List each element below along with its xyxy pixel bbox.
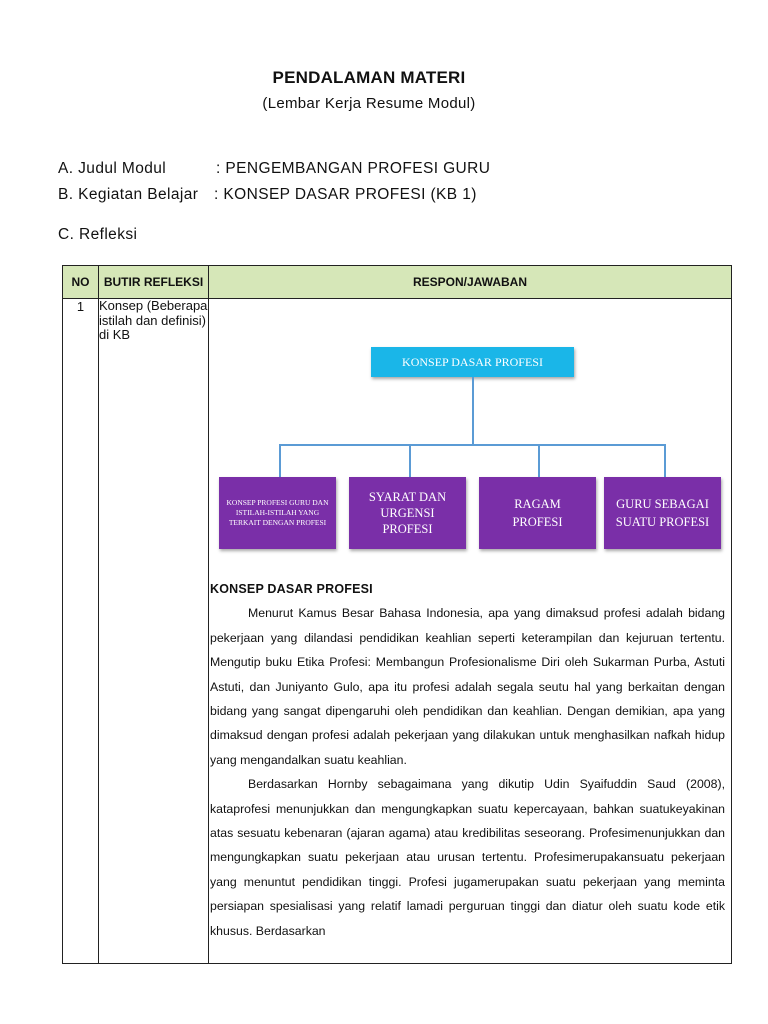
header-no: NO <box>63 266 99 299</box>
butir-refleksi-cell: Konsep (Beberapa istilah dan definisi) di KB <box>99 299 209 964</box>
document-subtitle: (Lembar Kerja Resume Modul) <box>262 95 476 112</box>
kegiatan-belajar-label: B. Kegiatan Belajar <box>58 186 199 203</box>
content-heading: KONSEP DASAR PROFESI <box>210 582 373 596</box>
kegiatan-belajar-row <box>58 186 477 204</box>
table-row <box>63 299 732 964</box>
table-header-row <box>63 266 732 299</box>
document-title: PENDALAMAN MATERI <box>272 68 466 87</box>
refleksi-table <box>62 265 732 964</box>
concept-diagram <box>209 299 729 536</box>
response-text <box>210 577 725 943</box>
judul-modul-row <box>58 160 491 178</box>
diagram-child-4: GURU SEBAGAI SUATU PROFESI <box>604 477 721 549</box>
connector-horizontal <box>279 444 665 446</box>
content-paragraph-2: Berdasarkan Hornby sebagaimana yang dikutip Udin Syaifuddin Saud (2008), kataprofesi menunjukkan dan mengungkapkan suatu kepercayaan, bahkan suatukeyakinan atas sesuatu kebenaran (ajaran agama) atau kredibilitas seseorang. Profesimenunjukkan dan mengungkapkan suatu pekerjaan atau urusan tertentu. Profesimerupakansuatu pekerjaan yang menuntut pendidikan tinggi. Profesi jugamerupakan suatu pekerjaan yang meminta persiapan spesialisasi yang relatif lamadi perguruan tinggi dan diatur oleh suatu kode etik khusus. Berdasarkan <box>210 777 725 938</box>
row-number: 1 <box>63 299 99 964</box>
diagram-child-2: SYARAT DAN URGENSI PROFESI <box>349 477 466 549</box>
kegiatan-belajar-value: : KONSEP DASAR PROFESI (KB 1) <box>214 186 477 203</box>
refleksi-label: C. Refleksi <box>58 226 138 243</box>
judul-modul-value: : PENGEMBANGAN PROFESI GURU <box>216 160 491 177</box>
judul-modul-label: A. Judul Modul <box>58 160 167 177</box>
header-butir-refleksi: BUTIR REFLEKSI <box>99 266 209 299</box>
content-paragraph-1: Menurut Kamus Besar Bahasa Indonesia, apa yang dimaksud profesi adalah bidang pekerjaan yang dilandasi pendidikan keahlian seperti keterampilan dan kejuruan tertentu. Mengutip buku Etika Profesi: Membangun Profesionalisme Diri oleh Sukarman Purba, Astuti Astuti, dan Juniyanto Gulo, apa itu profesi adalah segala seutu hal yang berkaitan dengan bidang yang sangat dipengaruhi oleh pendidikan dan keahlian. Dengan demikian, apa yang dimaksud dengan profesi adalah pekerjaan yang dilakukan untuk menghasilkan nafkah hidup yang mengandalkan suatu keahlian. <box>210 606 725 767</box>
connector-child-1 <box>279 444 281 477</box>
diagram-child-3: RAGAM PROFESI <box>479 477 596 549</box>
connector-child-3 <box>538 444 540 477</box>
respon-cell <box>209 299 732 964</box>
connector-root <box>472 377 474 444</box>
header-respon-jawaban: RESPON/JAWABAN <box>209 266 732 299</box>
diagram-root-node: KONSEP DASAR PROFESI <box>371 347 574 377</box>
connector-child-4 <box>664 444 666 477</box>
connector-child-2 <box>409 444 411 477</box>
diagram-child-1: KONSEP PROFESI GURU DAN ISTILAH-ISTILAH YANG TERKAIT DENGAN PROFESI <box>219 477 336 549</box>
